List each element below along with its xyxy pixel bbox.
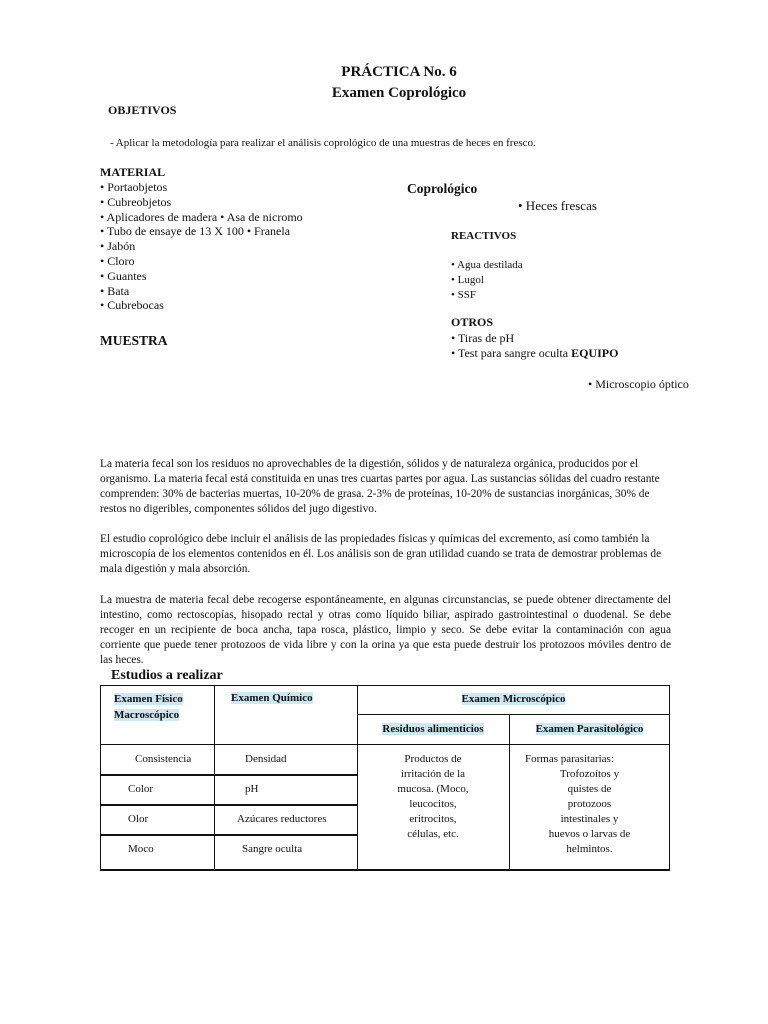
table-cell: Olor (128, 813, 149, 825)
table-cell: Sangre oculta (242, 843, 303, 855)
parasito-line: Formas parasitarias: (525, 753, 614, 765)
reactivos-heading: REACTIVOS (451, 230, 517, 242)
list-item: • Aplicadores de madera • Asa de nicromo (100, 209, 303, 224)
list-item: • Tiras de pH (451, 331, 515, 345)
paragraph-3: La muestra de materia fecal debe recogerse espontáneamente, en algunas circunstancias, se puede obtener directamente del intestino, como rectoscopías, hisopado rectal y otras como líquido biliar, aspirado gastrointestinal o duodenal. Se debe recoger en un recipiente de boca ancha, tapa rosca, plástico, limpio y seco. Se debe evitar la contaminación con agua corriente que puede tener protozoos de vida libre y con la orina ya que esta puede destruir los protozoos móviles dentro de las heces. (100, 594, 671, 666)
residuos-cell: Productos de irritación de la mucosa. (Moco, leucocitos, eritrocitos, células, etc. (397, 753, 469, 840)
list-item: • Tubo de ensaye de 13 X 100 • Franela (100, 224, 291, 239)
header-quimico: Examen Químico (231, 692, 313, 704)
test-line (451, 346, 618, 361)
list-item: • Portaobjetos (100, 180, 168, 194)
subheader-residuos: Residuos alimenticios (382, 723, 484, 735)
objetivos-heading: OBJETIVOS (108, 103, 177, 117)
list-item: • Test para sangre oculta (451, 346, 572, 360)
list-item: • Lugol (451, 273, 484, 286)
list-item: • Agua destilada (451, 259, 523, 271)
table-cell: Moco (128, 843, 154, 855)
material-list (100, 180, 303, 313)
objetivos-text: - Aplicar la metodología para realizar el análisis coprológico de una muestras de heces en fresco. (110, 137, 536, 149)
table-cell: Color (128, 783, 154, 795)
muestra-heading: MUESTRA (100, 333, 168, 348)
list-item: • Cubreobjetos (100, 194, 172, 209)
reactivos-list (451, 258, 523, 302)
coprologico-item: • Heces frescas (518, 198, 597, 213)
table-cell: Densidad (245, 753, 287, 765)
list-item: • Cloro (100, 253, 135, 268)
coprologico-heading: Coprológico (407, 181, 478, 196)
material-heading: MATERIAL (100, 165, 166, 179)
list-item: • Microscopio óptico (588, 377, 689, 391)
estudios-table (100, 685, 670, 870)
table-cell: pH (245, 783, 259, 795)
table-cell: Azúcares reductores (237, 813, 327, 825)
equipo-heading: EQUIPO (571, 346, 619, 360)
paragraph-2: El estudio coprológico debe incluir el análisis de las propiedades físicas y químicas del excremento, así como también la microscopía de los elementos contenidos en él. Los análisis son de gran utilidad cuando se trata de demostrar problemas de mala digestión y mala absorción. (100, 533, 662, 575)
list-item: • Bata (100, 283, 130, 298)
table-cell: Consistencia (135, 753, 192, 765)
list-item: • Jabón (100, 239, 136, 254)
paragraph-1: La materia fecal son los residuos no aprovechables de la digestión, sólidos y de naturaleza orgánica, producidos por el organismo. La materia fecal está constituida en unas tres cuartas partes por agua. Las sustancias sólidas del cuadro restante comprenden: 30% de bacterias muertas, 10-20% de grasa. 2-3% de proteínas, 10-20% de sustancias inorgánicas, 30% de restos no digeribles, componentes sólidos del jugo digestivo. (100, 458, 660, 515)
header-microscopico: Examen Microscópico (461, 693, 566, 705)
list-item: • Cubrebocas (100, 298, 164, 313)
page-subtitle: Examen Coprológico (331, 85, 467, 101)
subheader-parasitologico: Examen Parasitológico (535, 723, 644, 735)
list-item: • SSF (451, 288, 476, 301)
otros-heading: OTROS (451, 315, 494, 329)
list-item: • Guantes (100, 268, 147, 283)
parasito-cell: Trofozoítos y quistes de protozoos intestinales y huevos o larvas de helmintos. (548, 768, 631, 855)
estudios-heading: Estudios a realizar (111, 668, 223, 683)
page-title: PRÁCTICA No. 6 (341, 64, 457, 80)
header-fisico: Examen Físico Macroscópico (114, 693, 183, 721)
